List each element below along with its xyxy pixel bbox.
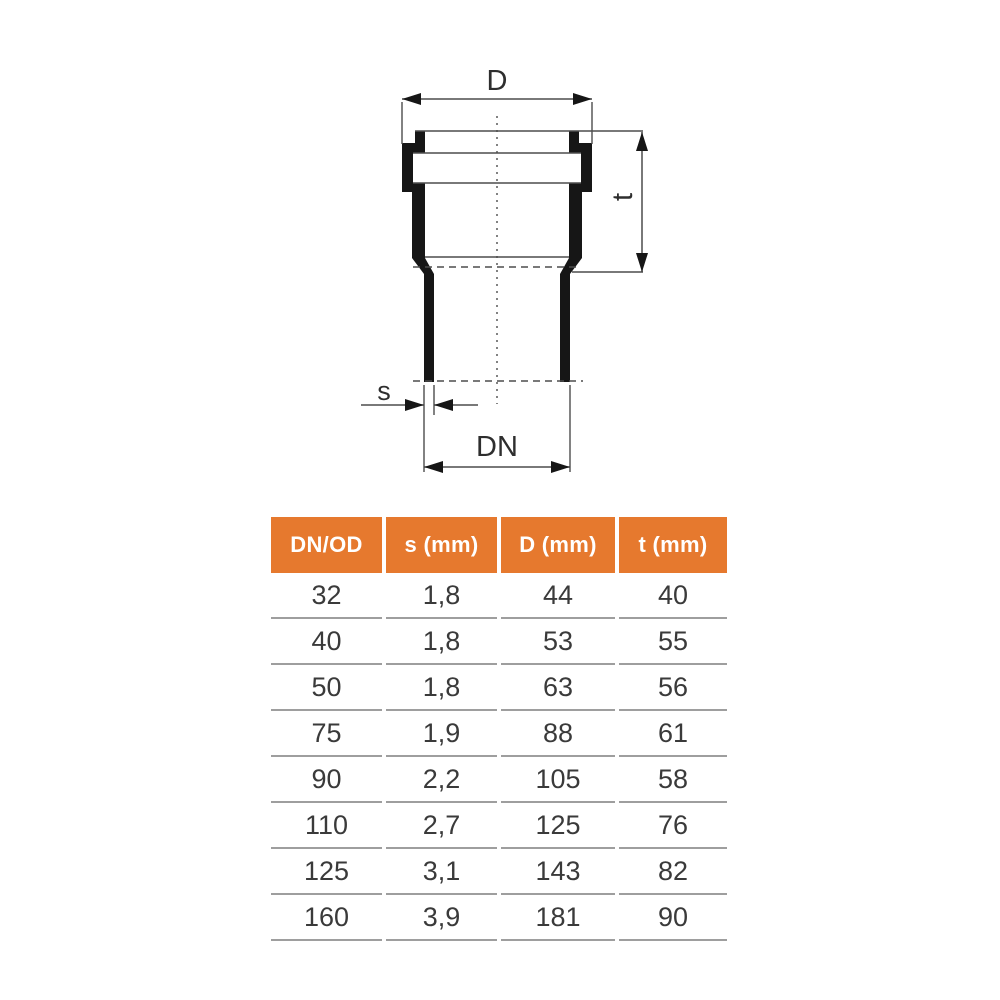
- table-cell: 55: [619, 619, 727, 665]
- table-cell: 1,8: [386, 573, 497, 619]
- table-cell: 181: [501, 895, 615, 941]
- d-arrow-right-icon: [573, 93, 592, 105]
- t-arrow-up-icon: [636, 132, 648, 151]
- table-cell: 90: [619, 895, 727, 941]
- dim-label-t: t: [607, 192, 639, 202]
- pipe-wall-right: [560, 258, 582, 382]
- table-row: [271, 711, 727, 757]
- table-cell: 56: [619, 665, 727, 711]
- d-arrow-left-icon: [402, 93, 421, 105]
- table-row: [271, 665, 727, 711]
- s-arrow-left-icon: [434, 399, 453, 411]
- table-cell: 160: [271, 895, 382, 941]
- table-row: [271, 803, 727, 849]
- table-cell: 88: [501, 711, 615, 757]
- dim-label-dn: DN: [476, 431, 518, 463]
- table-cell: 40: [619, 573, 727, 619]
- table-body: [271, 573, 727, 941]
- socket-body-wall-left: [412, 192, 425, 258]
- table-row: [271, 573, 727, 619]
- table-header-cell-d: D (mm): [501, 517, 615, 573]
- table-header-cell-dn-od: DN/OD: [271, 517, 382, 573]
- table-cell: 61: [619, 711, 727, 757]
- dim-label-s: s: [377, 376, 391, 406]
- table-cell: 75: [271, 711, 382, 757]
- table-row: [271, 619, 727, 665]
- table-cell: 2,7: [386, 803, 497, 849]
- socket-body-wall-right: [569, 192, 582, 258]
- table-cell: 1,9: [386, 711, 497, 757]
- table-cell: 125: [501, 803, 615, 849]
- t-arrow-down-icon: [636, 253, 648, 272]
- dn-arrow-right-icon: [551, 461, 570, 473]
- dim-label-d: D: [486, 65, 508, 97]
- table-cell: 53: [501, 619, 615, 665]
- table-cell: 2,2: [386, 757, 497, 803]
- table-cell: 63: [501, 665, 615, 711]
- table-cell: 143: [501, 849, 615, 895]
- table-cell: 44: [501, 573, 615, 619]
- s-arrow-right-icon: [405, 399, 424, 411]
- table-cell: 3,1: [386, 849, 497, 895]
- table-cell: 1,8: [386, 619, 497, 665]
- table-row: [271, 849, 727, 895]
- dn-arrow-left-icon: [424, 461, 443, 473]
- table-cell: 3,9: [386, 895, 497, 941]
- table-header: [271, 517, 727, 573]
- table-cell: 50: [271, 665, 382, 711]
- dimensions-table: [271, 517, 727, 941]
- table-cell: 110: [271, 803, 382, 849]
- table-row: [271, 895, 727, 941]
- table-header-cell-s: s (mm): [386, 517, 497, 573]
- pipe-wall-left: [412, 258, 434, 382]
- table-cell: 40: [271, 619, 382, 665]
- table-cell: 58: [619, 757, 727, 803]
- table-cell: 32: [271, 573, 382, 619]
- table-cell: 76: [619, 803, 727, 849]
- table-cell: 90: [271, 757, 382, 803]
- table-row: [271, 757, 727, 803]
- table-cell: 82: [619, 849, 727, 895]
- table-header-cell-t: t (mm): [619, 517, 727, 573]
- socket-bulge-bottom-right: [569, 183, 592, 192]
- socket-bulge-bottom-left: [402, 183, 425, 192]
- table-cell: 1,8: [386, 665, 497, 711]
- table-cell: 125: [271, 849, 382, 895]
- table-cell: 105: [501, 757, 615, 803]
